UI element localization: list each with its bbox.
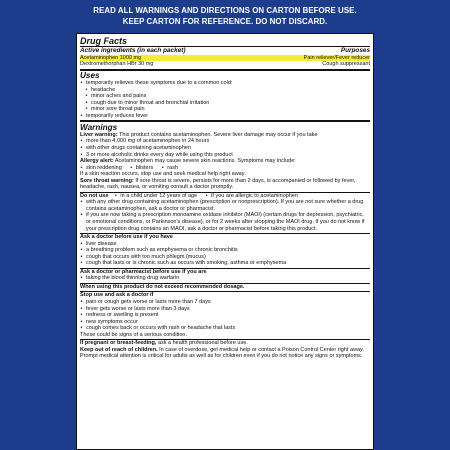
list-item: • fever gets worse or lasts more than 3 days	[80, 306, 370, 313]
active-ingredients-header	[80, 46, 370, 55]
purposes-label: Purposes	[340, 47, 370, 54]
symptom-list	[80, 87, 370, 113]
keep-out-of-reach	[80, 347, 370, 360]
stop-use-label: Stop use and ask a doctor if	[80, 292, 154, 299]
liver-warning-label: Liver warning:	[80, 131, 118, 138]
list-item: • if you are now taking a prescription monoamine oxidase inhibitor (MAOI) (certain drugs for depression, psychiatric, or emotional conditions, or Parkinson's disease), or for 2 weeks after stopping the MAOI drug. If you do not know if your prescription drug contains an MAOI, ask a doctor or pharmacist before taking this product.	[80, 212, 370, 232]
list-item: • minor aches and pains	[85, 93, 370, 100]
when-using-warning: When using this product do not exceed recommended dosage.	[80, 283, 245, 290]
drug-facts-panel	[76, 33, 374, 450]
allergy-symptom-list	[80, 165, 186, 172]
list-item: • if you are allergic to acetaminophen	[205, 193, 298, 200]
list-item: • skin reddening	[80, 165, 122, 172]
list-item: • cough comes back or occurs with rash or headache that lasts	[80, 325, 370, 332]
list-item: • temporarily reduces fever	[80, 113, 370, 120]
ingredient-name: Acetaminophen 1000 mg	[80, 54, 142, 61]
list-item: • redness or swelling is present	[80, 312, 370, 319]
allergy-alert-text: Acetaminophen may cause severe skin reactions. Symptoms may include:	[114, 158, 296, 165]
stop-use-follow: These could be signs of a serious condition.	[80, 331, 188, 338]
uses-list-end	[80, 113, 370, 120]
ingredient-name: Dextromethorphan HBr 30 mg	[80, 61, 154, 68]
list-item: • minor sore throat pain	[85, 106, 370, 113]
ingredient-purpose: Cough suppressant	[322, 61, 370, 68]
list-item: • with any other drug containing acetaminophen (prescription or nonprescription). If you are not sure whether a drug contains acetaminophen, ask a doctor or pharmacist.	[80, 199, 370, 212]
list-item: • cough that occurs with too much phlegm (mucus)	[80, 254, 370, 261]
sore-throat-warning	[80, 178, 370, 191]
list-item: • more than 4,000 mg of acetaminophen in 24 hours	[80, 138, 370, 145]
list-item: • liver disease	[80, 241, 370, 248]
list-item: • blisters	[130, 165, 153, 172]
ask-doctor-label: Ask a doctor before use if you have	[80, 234, 173, 241]
liver-warning-text: This product contains acetaminophen. Severe liver damage may occur if you take	[119, 131, 318, 138]
list-item: • with other drugs containing acetaminophen	[80, 145, 370, 152]
ask-pharmacist-label: Ask a doctor or pharmacist before use if you are	[80, 268, 207, 275]
do-not-use-label: Do not use	[80, 192, 109, 199]
carton-warning-header	[38, 5, 412, 26]
list-item: • cough that lasts or is chronic such as occurs with smoking, asthma or emphysema	[80, 260, 370, 267]
active-ingredients-label: Active ingredients (in each packet)	[80, 47, 186, 54]
list-item: • a breathing problem such as emphysema or chronic bronchitis	[80, 247, 370, 254]
list-item: • cough due to minor throat and bronchial irritation	[85, 100, 370, 107]
allergy-follow: If a skin reaction occurs, stop use and seek medical help right away.	[80, 171, 246, 178]
list-item: • 3 or more alcoholic drinks every day while using this product	[80, 152, 370, 159]
list-item: • new symptoms occur	[80, 319, 370, 326]
warnings-title: Warnings	[80, 122, 118, 132]
list-item: • pain or cough gets worse or lasts more than 7 days	[80, 299, 370, 306]
header-line-1: READ ALL WARNINGS AND DIRECTIONS ON CARTON BEFORE USE.	[93, 5, 357, 15]
header-line-2: KEEP CARTON FOR REFERENCE. DO NOT DISCARD.	[122, 15, 328, 26]
uses-title: Uses	[80, 71, 100, 81]
ask-pharmacist-list	[80, 275, 370, 282]
drug-facts-title: Drug Facts	[80, 36, 128, 46]
allergy-alert-label: Allergy alert:	[80, 158, 114, 165]
pregnancy-text: ask a health professional before use.	[157, 340, 248, 347]
ask-doctor-list	[80, 241, 370, 267]
stop-use-list	[80, 299, 370, 332]
keep-out-of-reach-label: Keep out of reach of children.	[80, 346, 158, 353]
sore-throat-label: Sore throat warning:	[80, 177, 134, 184]
sore-throat-text: If sore throat is severe, persists for more than 2 days, is accompanied or followed by fever, headache, rash, nausea, or vomiting consult a doctor promptly.	[80, 177, 356, 191]
list-item: • temporarily relieves these symptoms due to a common cold:	[80, 80, 370, 87]
keep-out-of-reach-text: In case of overdose, get medical help or contact a Poison Control Center right away. Prompt medical attention is critical for adults as well as for children even if you do not notice any signs or symptoms.	[80, 346, 364, 360]
list-item: • headache	[85, 87, 370, 94]
pregnancy-label: If pregnant or breast-feeding,	[80, 340, 157, 347]
list-item: • rash	[161, 165, 178, 172]
ingredient-row	[80, 61, 370, 68]
ingredient-purpose: Pain reliever/Fever reducer	[303, 54, 370, 61]
list-item: • taking the blood thinning drug warfarin	[80, 275, 370, 282]
list-item: • in a child under 12 years of age	[114, 193, 197, 200]
do-not-use-list	[80, 199, 370, 232]
liver-warning-list	[80, 138, 370, 158]
